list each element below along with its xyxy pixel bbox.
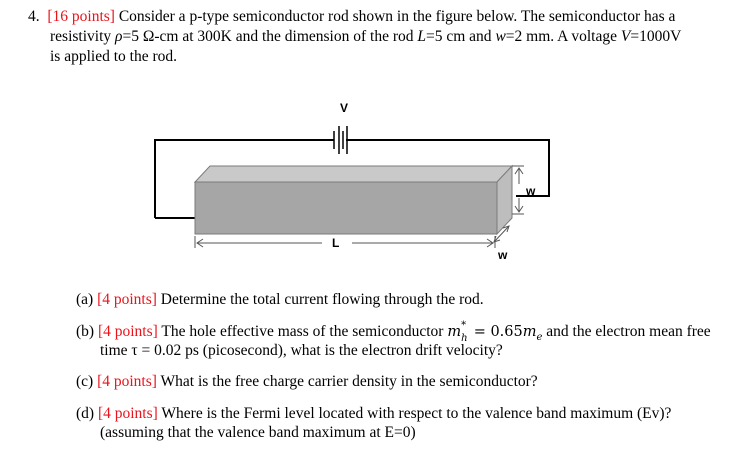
side-width-dimension-arrow — [512, 166, 524, 214]
length-symbol: L — [417, 28, 426, 45]
width-label-side: w — [526, 184, 536, 198]
rod-front-face — [195, 182, 497, 234]
part-a — [76, 291, 484, 309]
part-b-line-2: time τ = 0.02 ps (picosecond), what is the electron drift velocity? — [100, 342, 503, 359]
problem-text-1: Consider a p-type semiconductor rod shown in the figure below. The semiconductor has a — [118, 8, 676, 25]
part-d-line-2: (assuming that the valence band maximum at E=0) — [100, 424, 416, 441]
problem-text-2a: resistivity — [50, 28, 116, 45]
problem-text-2c: =5 cm and — [426, 28, 496, 45]
part-c — [76, 373, 538, 391]
width-label-bottom: w — [498, 248, 508, 262]
part-b-points: [4 points] — [97, 323, 158, 340]
battery-icon — [334, 126, 347, 154]
length-dimension-arrow — [195, 236, 495, 248]
problem-text-2d: =2 mm. A voltage — [505, 28, 621, 45]
hole-mass-symbol: m — [447, 324, 462, 340]
problem-points: [16 points] — [47, 8, 115, 25]
width-symbol: w — [495, 28, 506, 45]
hole-mass-subscript: h — [461, 333, 468, 344]
part-a-label: (a) — [76, 291, 94, 308]
part-a-text: Determine the total current flowing through the rod. — [160, 291, 484, 308]
electron-mass-symbol: m — [522, 324, 537, 340]
part-d-points: [4 points] — [97, 405, 158, 422]
voltage-label: V — [340, 101, 349, 115]
electron-mass-subscript: e — [536, 332, 543, 344]
rod-top-face — [195, 166, 512, 182]
part-b-text-b: = 0.65 — [469, 324, 523, 340]
rho-symbol: ρ — [115, 28, 123, 45]
problem-number: 4. — [28, 8, 40, 25]
part-d — [76, 405, 671, 423]
part-a-points: [4 points] — [97, 291, 157, 308]
part-b-text-a: The hole effective mass of the semiconductor — [161, 323, 448, 340]
part-b-text-c: and the electron mean free — [542, 323, 711, 340]
part-c-text: What is the free charge carrier density in the semiconductor? — [160, 373, 538, 390]
problem-text-2b: =5 Ω-cm at 300K and the dimension of the rod — [122, 28, 418, 45]
part-d-label: (d) — [76, 405, 95, 422]
voltage-symbol: V — [620, 28, 631, 45]
hole-mass-superscript: * — [461, 320, 467, 331]
problem-text-2e: =1000V — [630, 28, 682, 45]
part-d-text: Where is the Fermi level located with respect to the valence band maximum (Ev)? — [161, 405, 672, 422]
problem-line-3: is applied to the rod. — [50, 48, 177, 65]
hole-mass-scripts — [461, 320, 469, 344]
part-c-points: [4 points] — [97, 373, 157, 390]
length-label: L — [332, 236, 340, 250]
part-c-label: (c) — [76, 373, 94, 390]
part-b-label: (b) — [76, 323, 95, 340]
